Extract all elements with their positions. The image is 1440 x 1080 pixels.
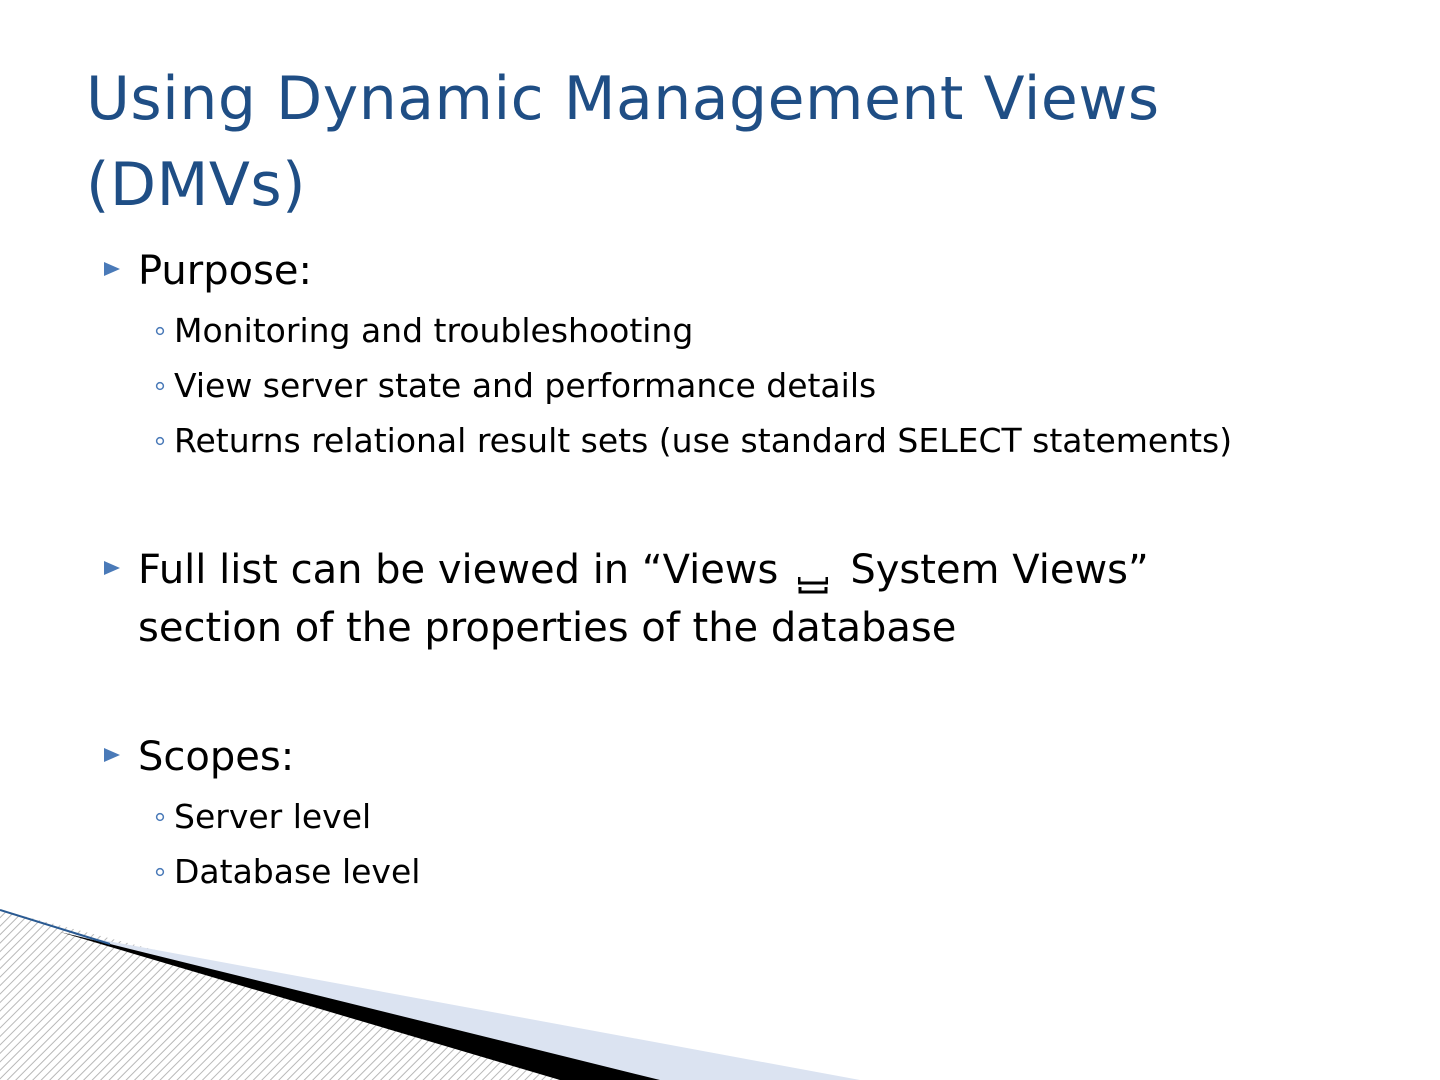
bullet-text: Purpose: [138, 248, 313, 294]
hollow-circle-icon [155, 848, 169, 896]
bullet-text-after: System Views” [850, 547, 1149, 593]
bullet-text [138, 541, 1149, 599]
bullet-text: Scopes: [138, 734, 295, 780]
hollow-circle-icon [155, 793, 169, 841]
hollow-circle-icon [155, 417, 169, 465]
decorative-wedge [0, 900, 860, 1080]
triangle-right-icon [104, 242, 120, 300]
subbullet-text: Returns relational result sets (use standard SELECT statements) [174, 421, 1233, 460]
hollow-circle-icon [155, 307, 169, 355]
slide-title: Using Dynamic Management Views (DMVs) [86, 64, 1160, 220]
triangle-right-icon [104, 728, 120, 786]
subbullet-text: Monitoring and troubleshooting [174, 311, 694, 350]
missing-glyph-box-icon [798, 553, 828, 573]
subbullet-text: Database level [174, 852, 421, 891]
hollow-circle-icon [155, 362, 169, 410]
bullet-text-before: Full list can be viewed in “Views [138, 547, 779, 593]
subbullet-text: View server state and performance details [174, 366, 877, 405]
triangle-right-icon [104, 541, 120, 599]
bullet-text-line2: section of the properties of the database [138, 605, 957, 651]
subbullet-text: Server level [174, 797, 372, 836]
